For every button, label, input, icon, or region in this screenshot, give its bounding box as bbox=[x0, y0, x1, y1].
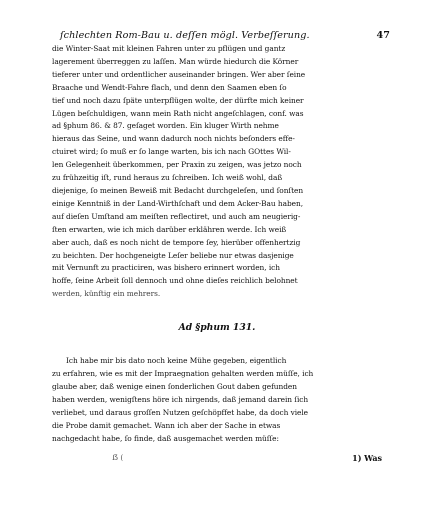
text-line: verliebet, und daraus groſſen Nutzen geſchöpffet habe, da doch viele bbox=[52, 407, 308, 417]
text-line: aber auch, daß es noch nicht de tempore ſey, hierüber offenhertzig bbox=[52, 237, 301, 247]
text-line: Lügen beſchuldigen, wann mein Rath nicht angeſchlagen, conf. was bbox=[52, 108, 304, 118]
text-line: zu frühzeitig iſt, rund heraus zu ſchreiben. Ich weiß wohl, daß bbox=[52, 173, 283, 183]
page-number: 47 bbox=[376, 30, 390, 41]
catchword: 1) Was bbox=[352, 453, 382, 464]
running-header bbox=[52, 28, 390, 43]
section-heading: Ad §phum 131. bbox=[178, 322, 256, 334]
text-line: mit Vernunft zu practiciren, was bishero erinnert worden, ich bbox=[52, 263, 280, 273]
document-page bbox=[52, 28, 390, 466]
footer-fragment: ẞ ( bbox=[112, 453, 124, 463]
text-line: tief und noch dazu ſpäte unterpflügen wolte, der dürfte mich keiner bbox=[52, 95, 304, 105]
text-line: haben werden, wenigſtens höre ich nirgends, daß jemand darein ſich bbox=[52, 394, 309, 404]
text-line: hieraus das Seine, und wann dadurch noch nichts beſonders effe- bbox=[52, 134, 295, 144]
text-line: Ich habe mir bis dato noch keine Mühe gegeben, eigentlich bbox=[66, 356, 287, 366]
text-line: auf dieſen Umſtand am meiſten reflectiret, und auch am neugierig- bbox=[52, 211, 301, 221]
text-line: hoffe, ſeine Arbeit ſoll dennoch und ohne dieſes reichlich belohnet bbox=[52, 276, 298, 286]
text-line: ctuiret wird; ſo muß er ſo lange warten, bis ich nach GOttes Wil- bbox=[52, 147, 291, 157]
text-line: len Gelegenheit überkommen, per Praxin zu zeigen, was jetzo noch bbox=[52, 160, 302, 170]
text-line: zu erfahren, wie es mit der Impraegnation gehalten werden müſſe, ich bbox=[52, 369, 314, 379]
text-line: die Winter-Saat mit kleinen Fahren unter zu pflügen und gantz bbox=[52, 44, 286, 53]
running-title: ſchlechten Rom-Bau u. deſſen mögl. Verbeſſerung. bbox=[60, 30, 310, 41]
text-line: einige Kenntniß in der Land-Wirthſchaft und dem Acker-Bau haben, bbox=[52, 198, 304, 208]
text-line: lagerement überreggen zu laſſen. Man würde hiedurch die Körner bbox=[52, 56, 299, 66]
text-line: ad §phum 86. & 87. geſaget worden. Ein kluger Wirth nehme bbox=[52, 121, 279, 131]
text-line: die Probe damit gemachet. Wann ich aber der Sache in etwas bbox=[52, 420, 281, 430]
text-line: zu beichten. Der hochgeneigte Leſer beliebe nur etwas dasjenige bbox=[52, 250, 294, 260]
text-line: Braache und Wendt-Fahre flach, und denn den Saamen eben ſo bbox=[52, 82, 287, 92]
text-line: diejenige, ſo meinen Beweiß mit Bedacht durchgeleſen, und ſonſten bbox=[52, 185, 304, 195]
text-line: ſten erwarten, wie ich mich darüber erklähren werde. Ich weiß bbox=[52, 224, 287, 234]
text-line: werden, künftig ein mehrers. bbox=[52, 289, 161, 299]
text-line: tieferer unter und ordentlicher auseinander bringen. Wer aber ſeine bbox=[52, 69, 306, 79]
text-line: nachgedacht habe, ſo finde, daß ausgemachet werden müſſe: bbox=[52, 433, 279, 443]
page-footer bbox=[52, 452, 382, 466]
text-line: glaube aber, daß wenige einen ſonderlichen Gout daben gefunden bbox=[52, 381, 297, 391]
